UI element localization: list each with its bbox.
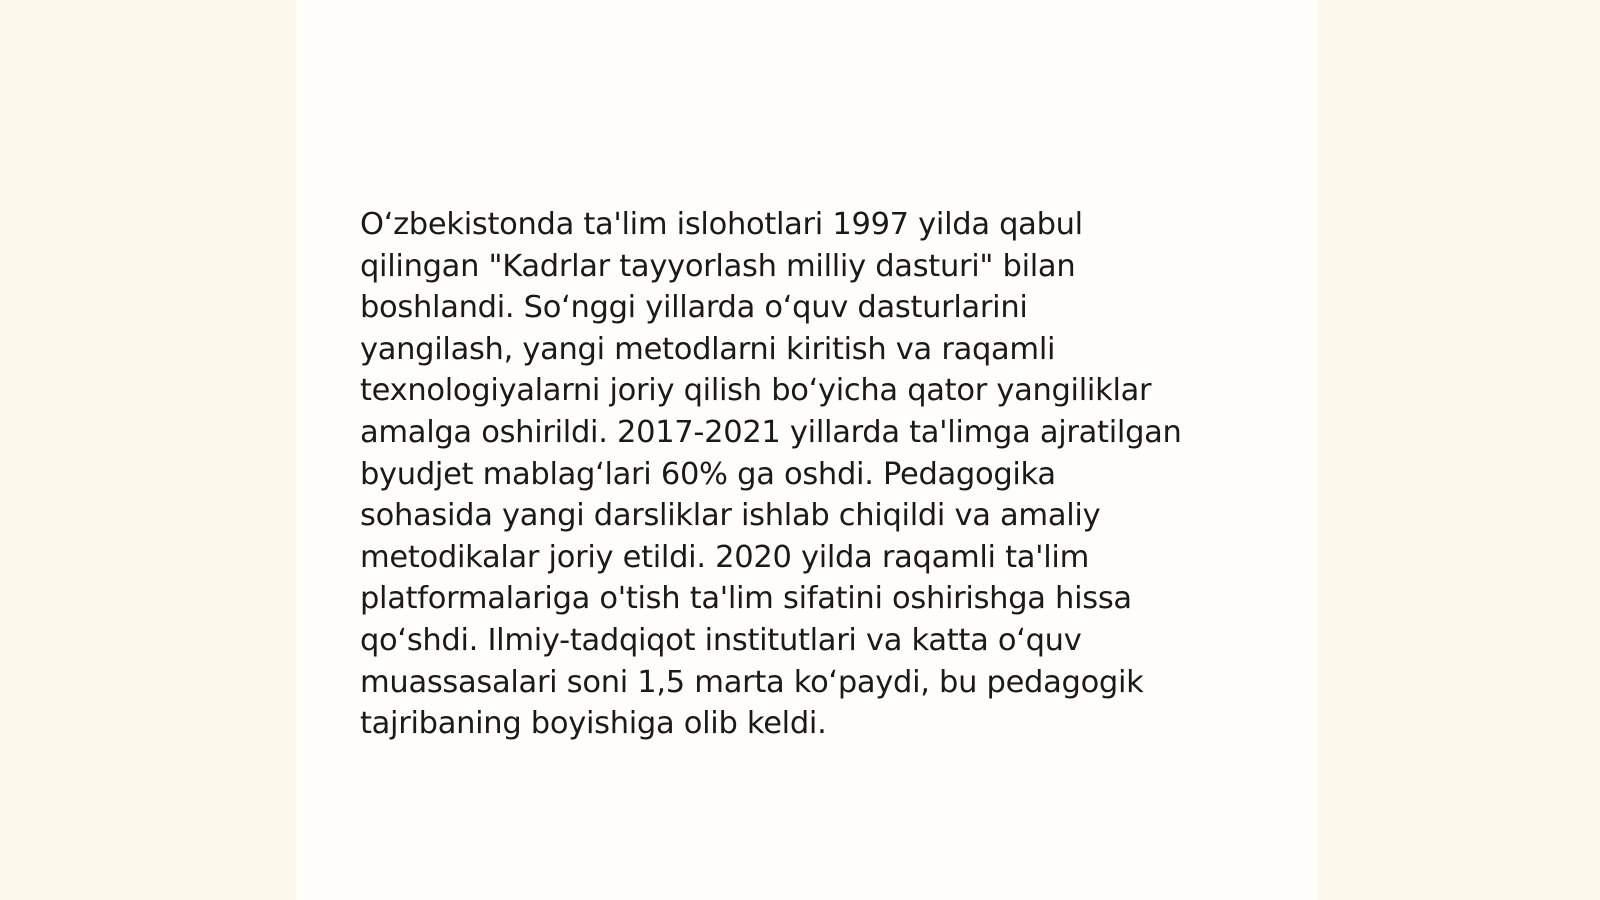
paragraph-line: muassasalari soni 1,5 marta ko‘paydi, bu pedagogik bbox=[360, 664, 1144, 700]
paragraph-line: tajribaning boyishiga olib keldi. bbox=[360, 706, 827, 742]
body-paragraph bbox=[360, 204, 1260, 745]
paragraph-line: amalga oshirildi. 2017-2021 yillarda ta'limga ajratilgan bbox=[360, 414, 1182, 450]
paragraph-line: qilingan "Kadrlar tayyorlash milliy dasturi" bilan bbox=[360, 248, 1076, 284]
paragraph-line: boshlandi. So‘nggi yillarda o‘quv dasturlarini bbox=[360, 290, 1028, 326]
paragraph-line: texnologiyalarni joriy qilish bo‘yicha qator yangiliklar bbox=[360, 373, 1152, 409]
paragraph-line: platformalariga o'tish ta'lim sifatini oshirishga hissa bbox=[360, 581, 1132, 617]
paragraph-line: metodikalar joriy etildi. 2020 yilda raqamli ta'lim bbox=[360, 539, 1090, 575]
paragraph-line: byudjet mablag‘lari 60% ga oshdi. Pedagogika bbox=[360, 456, 1056, 492]
paragraph-line: sohasida yangi darsliklar ishlab chiqildi va amaliy bbox=[360, 498, 1101, 534]
document-page bbox=[296, 0, 1318, 900]
paragraph-line: O‘zbekistonda ta'lim islohotlari 1997 yilda qabul bbox=[360, 207, 1083, 242]
paragraph-line: yangilash, yangi metodlarni kiritish va raqamli bbox=[360, 331, 1056, 367]
paragraph-line: qo‘shdi. Ilmiy-tadqiqot institutlari va katta o‘quv bbox=[360, 622, 1082, 658]
